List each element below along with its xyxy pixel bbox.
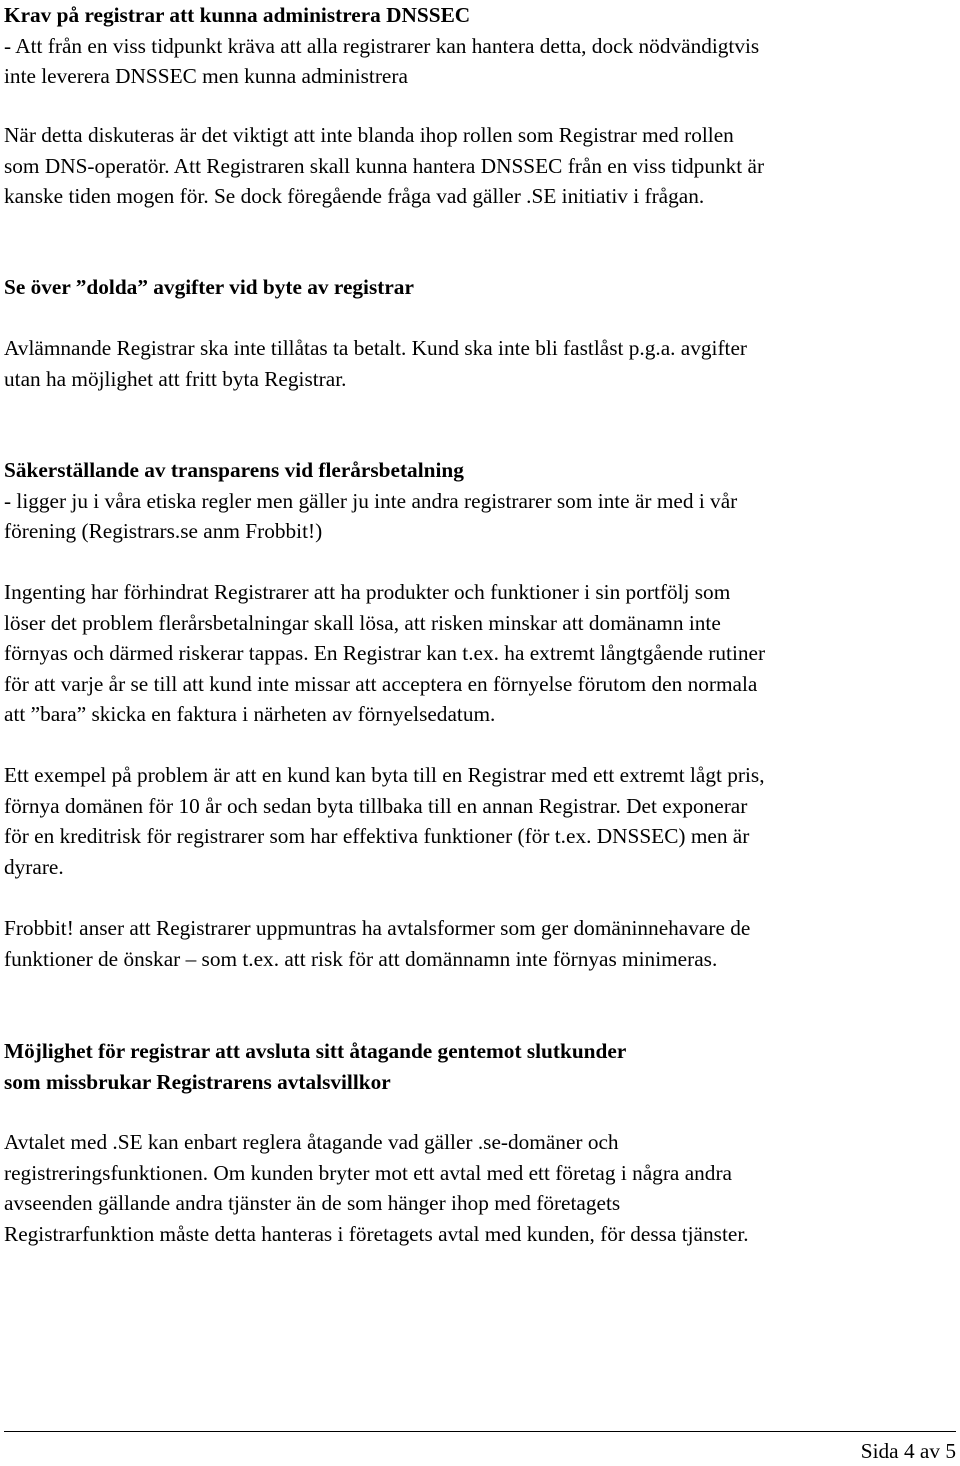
body-line: som DNS-operatör. Att Registraren skall kunna hantera DNSSEC från en viss tidpunkt är [4, 153, 765, 178]
body-line: löser det problem flerårsbetalningar skall lösa, att risken minskar att domänamn inte [4, 610, 721, 635]
footer-divider [4, 1431, 956, 1432]
body-line: förnyas och därmed riskerar tappas. En Registrar kan t.ex. ha extremt långtgående rutiner [4, 641, 766, 666]
body-line: Ett exempel på problem är att en kund kan byta till en Registrar med ett extremt lågt pris, [4, 763, 765, 787]
paragraph-example [4, 760, 954, 882]
section-transparency [4, 455, 954, 547]
body-line: registreringsfunktionen. Om kunden bryter mot ett avtal med ett företag i några andra [4, 1160, 732, 1185]
paragraph-frobbit-opinion [4, 913, 954, 974]
section-heading-line: som missbrukar Registrarens avtalsvillkor [4, 1069, 391, 1094]
paragraph-dnssec-roles [4, 120, 954, 212]
body-line: - ligger ju i våra etiska regler men gäller ju inte andra registrarer som inte är med i vår [4, 488, 738, 513]
body-line: utan ha möjlighet att fritt byta Registrar. [4, 366, 347, 391]
body-line: kanske tiden mogen för. Se dock föregående fråga vad gäller .SE initiativ i frågan. [4, 184, 705, 209]
section-heading: Se över ”dolda” avgifter vid byte av registrar [4, 275, 414, 299]
body-line: för att varje år se till att kund inte missar att acceptera en förnyelse förutom den normala [4, 671, 758, 696]
paragraph-agreement [4, 1127, 954, 1249]
body-line: Registrarfunktion måste detta hanteras i företagets avtal med kunden, för dessa tjänster. [4, 1221, 749, 1246]
body-line: Avtalet med .SE kan enbart reglera åtagande vad gäller .se-domäner och [4, 1130, 619, 1154]
section-dnssec [4, 0, 954, 92]
body-line: att ”bara” skicka en faktura i närheten av förnyelsedatum. [4, 702, 496, 727]
body-line: dyrare. [4, 854, 64, 879]
body-line: för en kreditrisk för registrarer som har effektiva funktioner (för t.ex. DNSSEC) men är [4, 824, 750, 849]
body-line: När detta diskuteras är det viktigt att inte blanda ihop rollen som Registrar med rollen [4, 123, 734, 147]
body-line: förening (Registrars.se anm Frobbit!) [4, 519, 323, 544]
body-line: Ingenting har förhindrat Registrarer att ha produkter och funktioner i sin portfölj som [4, 580, 731, 604]
body-line: förnya domänen för 10 år och sedan byta tillbaka till en annan Registrar. Det exponerar [4, 793, 748, 818]
section-heading-line: Möjlighet för registrar att avsluta sitt åtagande gentemot slutkunder [4, 1039, 627, 1063]
section-heading: Krav på registrar att kunna administrera DNSSEC [4, 3, 471, 27]
body-line: inte leverera DNSSEC men kunna administrera [4, 64, 408, 89]
section-hidden-fees [4, 272, 954, 303]
body-line: Avlämnande Registrar ska inte tillåtas ta betalt. Kund ska inte bli fastlåst p.g.a. avgifter [4, 336, 748, 360]
section-terminate-commitment [4, 1036, 954, 1097]
page-number: Sida 4 av 5 [860, 1439, 956, 1463]
section-heading: Säkerställande av transparens vid flerårsbetalning [4, 458, 464, 482]
paragraph-hidden-fees [4, 333, 954, 394]
body-line: funktioner de önskar – som t.ex. att risk för att domännamn inte förnyas minimeras. [4, 946, 718, 971]
body-line: avseenden gällande andra tjänster än de som hänger ihop med företagets [4, 1191, 621, 1216]
paragraph-nothing-prevented [4, 577, 954, 730]
body-line: Frobbit! anser att Registrarer uppmuntras ha avtalsformer som ger domäninnehavare de [4, 916, 751, 940]
body-line: - Att från en viss tidpunkt kräva att alla registrarer kan hantera detta, dock nödvändigtvis [4, 33, 760, 58]
